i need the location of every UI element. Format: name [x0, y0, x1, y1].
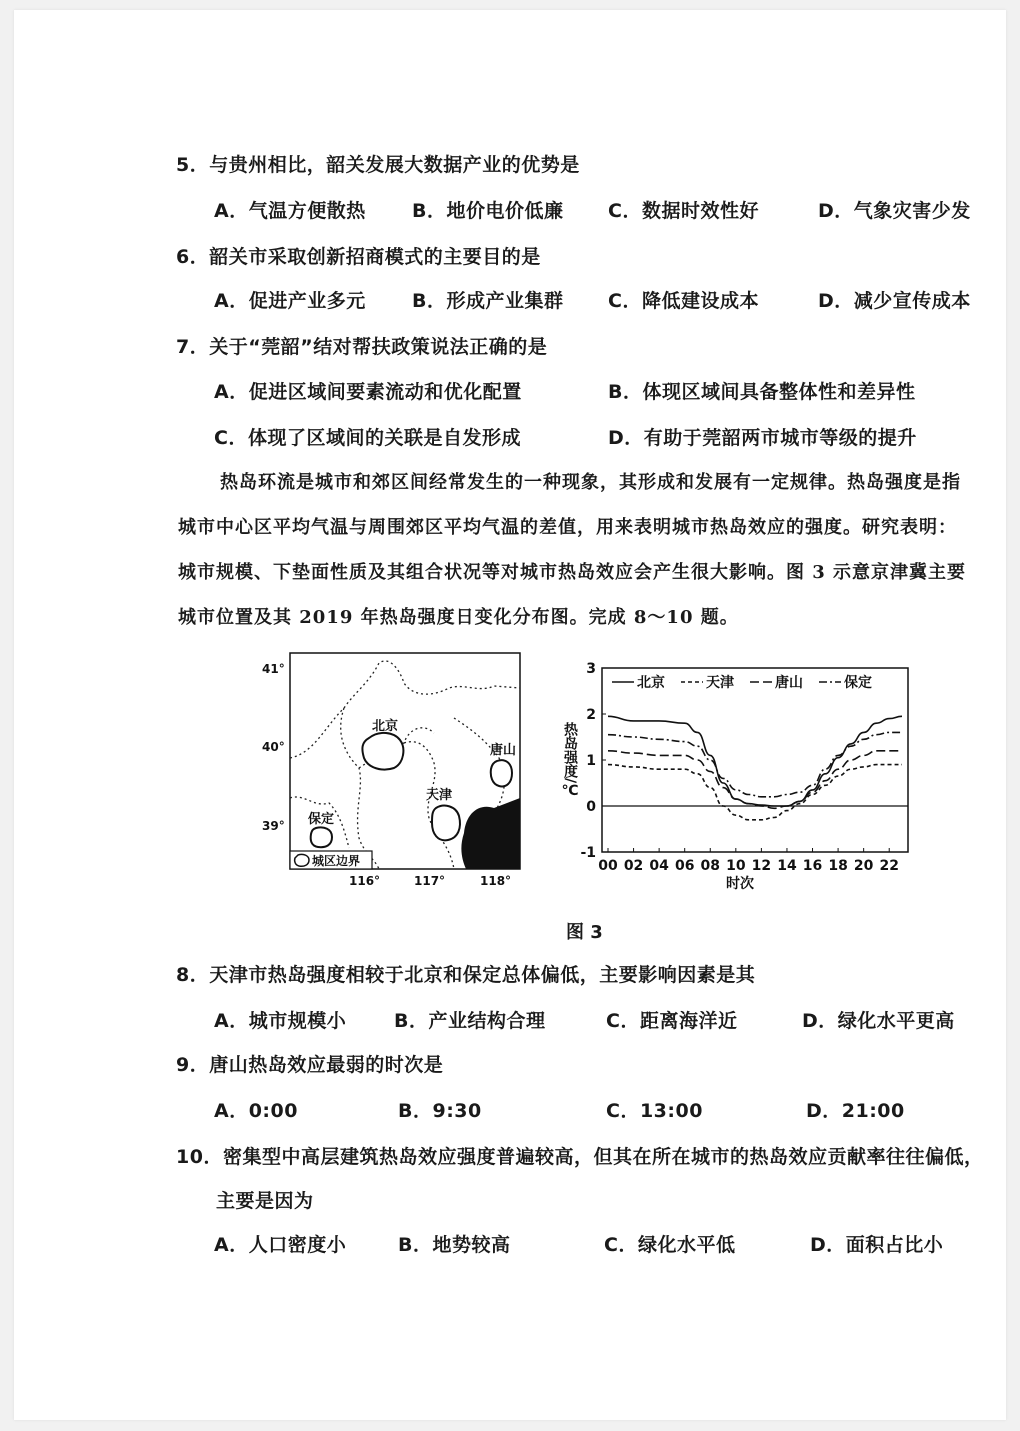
series-line-天津 — [608, 765, 902, 820]
city-boundary-legend-icon — [295, 854, 309, 866]
lon-label: 118° — [480, 874, 512, 888]
x-tick-label: 14 — [777, 858, 797, 874]
question-8-option-b: B．产业结构合理 — [394, 1010, 546, 1032]
x-tick-label: 20 — [853, 858, 874, 874]
tangshan-outline — [491, 760, 512, 786]
question-9-option-b: B．9:30 — [398, 1100, 482, 1122]
question-10-stem-continued: 主要是因为 — [216, 1190, 314, 1212]
question-10-option-b: B．地势较高 — [398, 1234, 511, 1256]
question-6-option-b: B．形成产业集群 — [412, 290, 564, 312]
x-tick-label: 18 — [828, 858, 848, 874]
x-tick-label: 10 — [726, 858, 746, 874]
passage-line-1: 热岛环流是城市和郊区间经常发生的一种现象，其形成和发展有一定规律。热岛强度是指 — [220, 472, 961, 493]
question-6-option-d: D．减少宣传成本 — [818, 290, 971, 312]
y-tick-label: 2 — [586, 707, 596, 723]
x-tick-label: 04 — [649, 858, 669, 874]
chart-frame — [602, 668, 908, 852]
question-10-option-a: A．人口密度小 — [214, 1234, 347, 1256]
map-city-label: 天津 — [426, 788, 453, 803]
lat-label: 40° — [262, 740, 285, 754]
figure-caption: 图 3 — [566, 922, 603, 943]
x-tick-label: 00 — [598, 858, 618, 874]
question-5-option-b: B．地价电价低廉 — [412, 200, 564, 222]
map-city-label: 北京 — [372, 719, 399, 734]
y-tick-label: -1 — [580, 845, 596, 861]
y-axis-label — [561, 721, 579, 799]
legend-label: 天津 — [706, 675, 734, 691]
series-line-保定 — [608, 732, 902, 796]
beijing-outline — [362, 733, 403, 770]
map-city-label: 唐山 — [490, 743, 517, 758]
question-5-option-c: C．数据时效性好 — [608, 200, 759, 222]
passage-line-2: 城市中心区平均气温与周围郊区平均气温的差值，用来表明城市热岛效应的强度。研究表明： — [178, 517, 957, 538]
question-8-option-d: D．绿化水平更高 — [802, 1010, 955, 1032]
series-line-北京 — [608, 716, 902, 806]
question-8-option-c: C．距离海洋近 — [606, 1010, 738, 1032]
question-7-option-b: B．体现区域间具备整体性和差异性 — [608, 381, 916, 403]
question-6-option-a: A．促进产业多元 — [214, 290, 366, 312]
province-boundary — [290, 661, 520, 758]
question-6-stem: 6．韶关市采取创新招商模式的主要目的是 — [176, 246, 541, 268]
x-tick-label: 02 — [623, 858, 644, 874]
question-7-stem: 7．关于“莞韶”结对帮扶政策说法正确的是 — [176, 336, 548, 358]
x-tick-label: 06 — [674, 858, 695, 874]
passage-line-3: 城市规模、下垫面性质及其组合状况等对城市热岛效应会产生很大影响。图 3 示意京津冀主要 — [178, 562, 967, 583]
question-7-option-d: D．有助于莞韶两市城市等级的提升 — [608, 427, 917, 449]
lon-label: 116° — [349, 874, 381, 888]
chart-legend — [612, 674, 872, 691]
heat-island-chart — [554, 650, 934, 890]
question-9-option-a: A．0:00 — [214, 1100, 298, 1122]
passage-line-4: 城市位置及其 2019 年热岛强度日变化分布图。完成 8～10 题。 — [178, 607, 739, 628]
question-7-option-a: A．促进区域间要素流动和优化配置 — [214, 381, 522, 403]
y-axis-label-text: 热岛强度/℃ — [562, 722, 578, 800]
lat-label: 41° — [262, 662, 285, 676]
bohai-sea — [461, 798, 520, 869]
legend-label: 唐山 — [775, 675, 803, 691]
question-9-stem: 9．唐山热岛效应最弱的时次是 — [176, 1054, 444, 1076]
map-legend-label: 城区边界 — [312, 854, 361, 868]
question-9-option-c: C．13:00 — [606, 1100, 703, 1122]
baoding-outline — [311, 827, 332, 847]
question-7-option-c: C．体现了区域间的关联是自发形成 — [214, 427, 521, 449]
lat-label: 39° — [262, 819, 285, 833]
question-8-option-a: A．城市规模小 — [214, 1010, 347, 1032]
x-tick-label: 16 — [802, 858, 823, 874]
map-city-label: 保定 — [308, 812, 335, 827]
question-5-option-a: A．气温方便散热 — [214, 200, 366, 222]
question-6-option-c: C．降低建设成本 — [608, 290, 759, 312]
question-10-option-d: D．面积占比小 — [810, 1234, 944, 1256]
x-tick-label: 22 — [879, 858, 899, 874]
question-10-option-c: C．绿化水平低 — [604, 1234, 736, 1256]
legend-label: 保定 — [844, 675, 872, 691]
question-8-stem: 8．天津市热岛强度相较于北京和保定总体偏低，主要影响因素是其 — [176, 964, 756, 986]
question-10-stem: 10．密集型中高层建筑热岛效应强度普遍较高，但其在所在城市的热岛效应贡献率往往偏低， — [176, 1146, 984, 1168]
legend-label: 北京 — [637, 675, 665, 691]
x-axis-label: 时次 — [726, 876, 754, 892]
series-line-唐山 — [608, 751, 902, 809]
y-tick-label: 1 — [586, 753, 596, 769]
tianjin-outline — [432, 806, 460, 841]
y-tick-label: 0 — [586, 799, 596, 815]
question-5-stem: 5．与贵州相比，韶关发展大数据产业的优势是 — [176, 154, 580, 176]
x-tick-label: 08 — [700, 858, 721, 874]
y-tick-label: 3 — [586, 661, 596, 677]
lon-label: 117° — [414, 874, 446, 888]
question-5-option-d: D．气象灾害少发 — [818, 200, 971, 222]
x-tick-label: 12 — [751, 858, 772, 874]
question-9-option-d: D．21:00 — [806, 1100, 905, 1122]
exam-page — [14, 10, 1006, 1420]
jingjinji-map — [254, 648, 517, 888]
chart-series-lines — [608, 716, 902, 820]
